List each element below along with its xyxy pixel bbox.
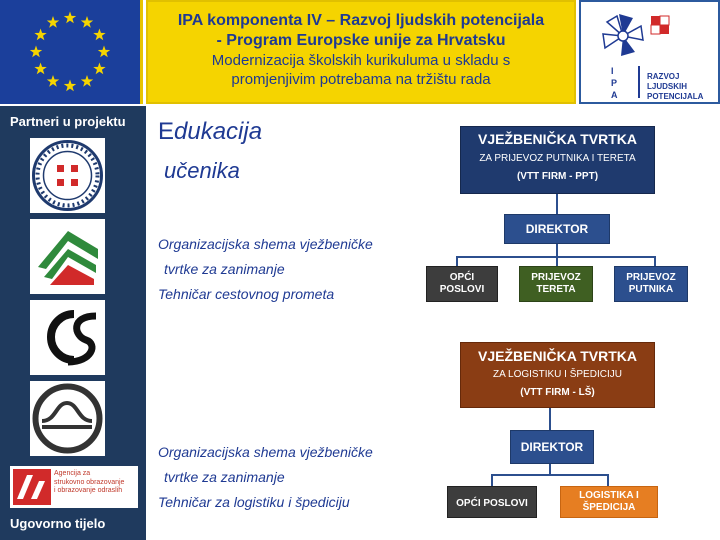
org1-subtitle: ZA PRIJEVOZ PUTNIKA I TERETA [479, 153, 636, 164]
contracting-authority-title: Ugovorno tijelo [10, 516, 106, 531]
partners-title: Partneri u projektu [10, 114, 126, 129]
org2-subtitle: ZA LOGISTIKU I ŠPEDICIJU [493, 369, 622, 380]
description-1-line-2: tvrtke za zanimanje [164, 261, 285, 277]
org1-connector-center [556, 256, 558, 266]
ipa-word-1: RAZVOJ [647, 72, 680, 81]
ipa-word-3: POTENCIJALA [647, 92, 704, 101]
eu-flag-logo [0, 0, 143, 104]
eu-star-icon [93, 63, 105, 75]
eu-star-icon [98, 46, 110, 58]
description-2-line-3: Tehničar za logistiku i špediciju [158, 494, 350, 510]
ipa-logo [579, 0, 720, 104]
org1-cargo-transport-l1: PRIJEVOZ [531, 272, 581, 283]
agency-text-line-1: Agencija za [54, 470, 91, 477]
eu-star-icon [34, 29, 46, 41]
description-1-line-1: Organizacijska shema vježbeničke [158, 236, 373, 252]
agency-text-line-2: strukovno obrazovanje [54, 478, 125, 486]
org1-passenger-transport-l2: PUTNIKA [628, 284, 674, 295]
eu-star-icon [93, 29, 105, 41]
org1-code: (VTT FIRM - PPT) [516, 171, 599, 182]
banner-line-1: IPA komponenta IV – Razvoj ljudskih potencijala [177, 12, 545, 29]
org2-logistics-l1: LOGISTIKA I [579, 490, 639, 501]
eu-star-icon [64, 80, 76, 92]
org2-director-box [510, 430, 594, 464]
org1-connector-top [556, 194, 558, 214]
org2-code: (VTT FIRM - LŠ) [520, 387, 595, 398]
org1-company-box [460, 126, 655, 194]
org1-connector-mid [556, 244, 558, 256]
eu-stars-icon [0, 0, 140, 104]
partner-logo-4 [30, 381, 105, 456]
heading-rest: dukacija [174, 118, 263, 145]
org1-director-box [504, 214, 610, 244]
org1-general-affairs-box [426, 266, 498, 302]
org2-connector-top [549, 408, 551, 430]
eu-star-icon [81, 75, 93, 87]
org2-connector-right [607, 474, 609, 486]
org2-title: VJEŽBENIČKA TVRTKA [478, 348, 637, 364]
org2-logistics-l2: ŠPEDICIJA [582, 502, 636, 513]
eu-star-icon [64, 12, 76, 24]
description-1 [158, 236, 373, 303]
description-2-line-1: Organizacijska shema vježbeničke [158, 444, 373, 460]
org1-passenger-transport-l1: PRIJEVOZ [626, 272, 676, 283]
banner-line-3: Modernizacija školskih kurikuluma u skladu s [211, 52, 511, 69]
heading-initial: E [158, 118, 175, 145]
org1-general-affairs-l2: POSLOVI [439, 284, 485, 295]
partner-logo-2 [30, 219, 105, 294]
org1-connector-left [456, 256, 458, 266]
org1-cargo-transport-box [519, 266, 593, 302]
partners-sidebar [0, 106, 146, 540]
ipa-letter-a: A [611, 90, 618, 100]
org2-company-box [460, 342, 655, 408]
eu-star-icon [30, 46, 42, 58]
org1-director-label: DIREKTOR [525, 222, 589, 236]
eu-star-icon [81, 16, 93, 28]
org1-general-affairs-l1: OPĆI [449, 272, 475, 283]
eu-star-icon [34, 63, 46, 75]
school-seal-icon [30, 138, 105, 213]
project-banner [146, 0, 576, 104]
org2-general-affairs-box [447, 486, 537, 518]
org1-title: VJEŽBENIČKA TVRTKA [478, 131, 637, 147]
org2-connector-horizontal [491, 474, 609, 476]
org1-passenger-transport-box [614, 266, 688, 302]
description-2-line-2: tvrtke za zanimanje [164, 469, 285, 485]
eu-star-icon [47, 16, 59, 28]
org1-cargo-transport-l2: TERETA [536, 284, 576, 295]
wave-circle-icon [30, 381, 105, 456]
partner-logo-3 [30, 300, 105, 375]
org2-connector-left [491, 474, 493, 486]
heading-education [158, 118, 262, 146]
ipa-letter-p: P [611, 78, 618, 88]
org2-logistics-box [560, 486, 658, 518]
agency-text [54, 470, 124, 496]
agency-text-line-3: i obrazovanje odraslih [54, 487, 123, 494]
agency-icon [13, 469, 51, 505]
partner-logo-1 [30, 138, 105, 213]
cs-logo-icon [30, 300, 105, 375]
ipa-letter-i: I [611, 66, 614, 76]
banner-line-4: promjenjivim potrebama na tržištu rada [231, 71, 491, 88]
eu-star-icon [47, 75, 59, 87]
agency-logo [10, 466, 138, 508]
org2-general-affairs-label: OPĆI POSLOVI [456, 498, 528, 509]
banner-line-2: - Program Europske unije za Hrvatsku [216, 32, 506, 49]
org2-connector-mid [549, 464, 551, 474]
description-1-line-3: Tehničar cestovnog prometa [158, 286, 335, 302]
green-roof-icon [30, 219, 105, 294]
org1-connector-right [654, 256, 656, 266]
description-2 [158, 444, 373, 511]
ipa-word-2: LJUDSKIH [647, 82, 688, 91]
heading-students: učenika [164, 158, 240, 183]
org2-director-label: DIREKTOR [520, 440, 584, 454]
